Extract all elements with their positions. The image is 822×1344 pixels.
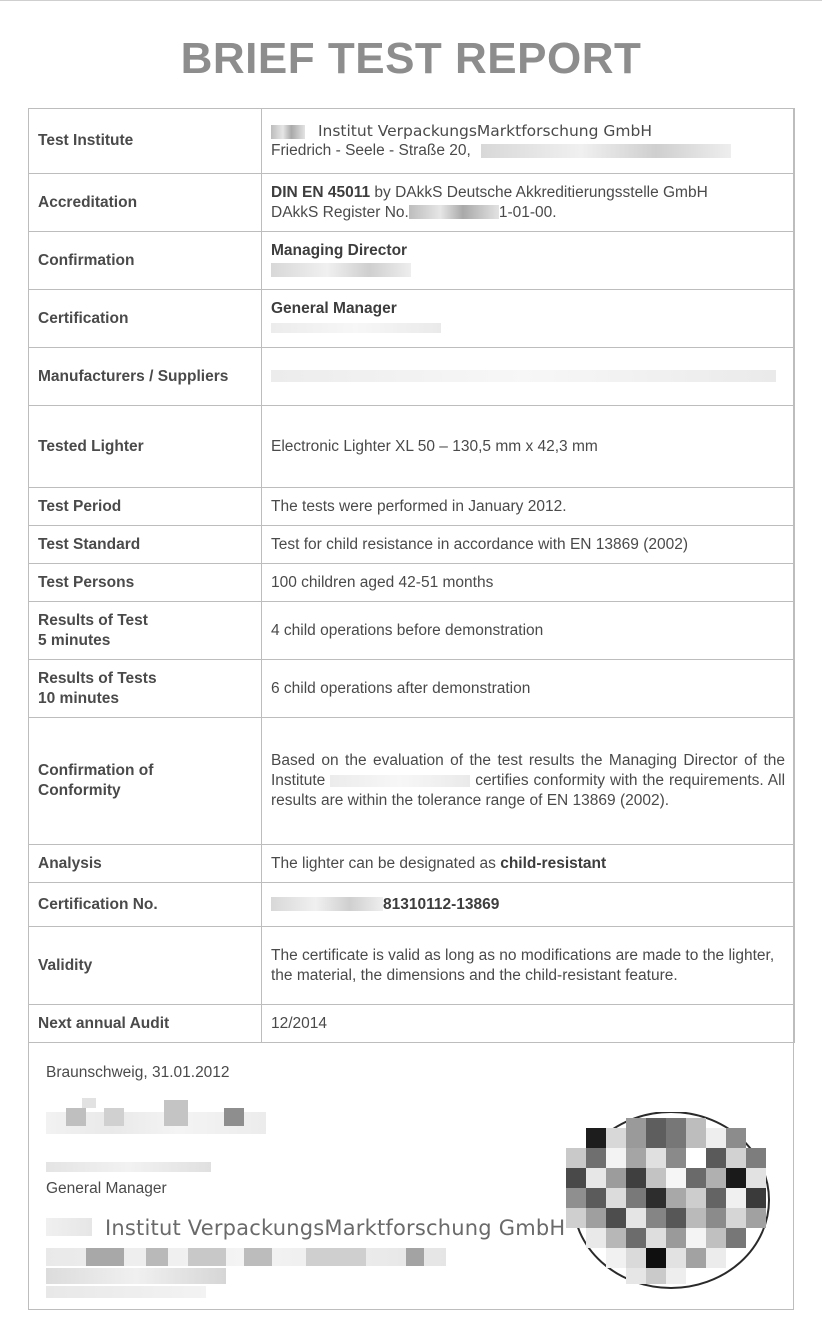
footer-institute-name: Institut VerpackungsMarktforschung GmbH [105,1216,566,1240]
institute-name: Institut VerpackungsMarktforschung GmbH [317,122,652,140]
label-results-10min-line1: Results of Tests [38,669,157,687]
label-results-5min-line2: 5 minutes [38,631,111,649]
value-next-audit: 12/2014 [262,1005,795,1043]
confirmation-role: Managing Director [271,241,408,259]
certification-number: 81310112-13869 [383,895,500,913]
label-conformity-line2: Conformity [38,782,121,799]
label-certification: Certification [29,290,262,348]
label-certification-no: Certification No. [29,883,262,927]
value-results-5min: 4 child operations before demonstration [262,602,795,660]
certification-role: General Manager [271,299,397,317]
label-validity: Validity [29,927,262,1005]
redacted-signature [46,1094,266,1142]
label-tested-lighter: Tested Lighter [29,406,262,488]
redacted-block [46,1218,92,1236]
value-test-standard: Test for child resistance in accordance with EN 13869 (2002) [262,526,795,564]
label-test-period: Test Period [29,488,262,526]
label-manufacturers: Manufacturers / Suppliers [29,348,262,406]
value-test-persons: 100 children aged 42-51 months [262,564,795,602]
conformity-text-part1: Based on the evaluation of the test results the Managing Director of the Institute [271,752,785,789]
label-conformity-line1: Confirmation of [38,762,154,779]
register-prefix: DAkkS Register No. [271,203,409,221]
signatory-role: General Manager [46,1180,167,1197]
value-validity: The certificate is valid as long as no modifications are made to the lighter, the material, the dimensions and the child-resistant feature. [262,927,795,1005]
value-results-10min: 6 child operations after demonstration [262,660,795,718]
value-tested-lighter: Electronic Lighter XL 50 – 130,5 mm x 42,3 mm [262,406,795,488]
redacted-stamp [566,1112,772,1292]
accreditation-standard: DIN EN 45011 [271,183,371,201]
signature-block [28,1042,794,1310]
conformity-text-part2: certifies conformity with the requirements. All results are within the tolerance range of EN 13869 (2002). [271,772,786,809]
label-confirmation: Confirmation [29,232,262,290]
label-test-institute: Test Institute [29,109,262,174]
accreditation-body: by DAkkS Deutsche Akkreditierungsstelle GmbH [370,183,708,201]
label-next-audit: Next annual Audit [29,1005,262,1043]
label-test-persons: Test Persons [29,564,262,602]
label-test-standard: Test Standard [29,526,262,564]
label-analysis: Analysis [29,845,262,883]
register-suffix: 1-01-00. [498,203,557,221]
label-results-5min-line1: Results of Test [38,611,148,629]
stamp-pixels [566,1118,766,1284]
report-title: BRIEF TEST REPORT [180,34,642,83]
institute-address: Friedrich - Seele - Straße 20, [271,142,471,159]
value-test-period: The tests were performed in January 2012. [262,488,795,526]
redacted-name [46,1162,211,1172]
top-rule [0,0,822,1]
label-accreditation: Accreditation [29,174,262,232]
analysis-designation: child-resistant [500,854,607,872]
analysis-text: The lighter can be designated as [271,854,501,872]
place-and-date: Braunschweig, 31.01.2012 [46,1064,230,1081]
label-results-10min-line2: 10 minutes [38,689,119,707]
